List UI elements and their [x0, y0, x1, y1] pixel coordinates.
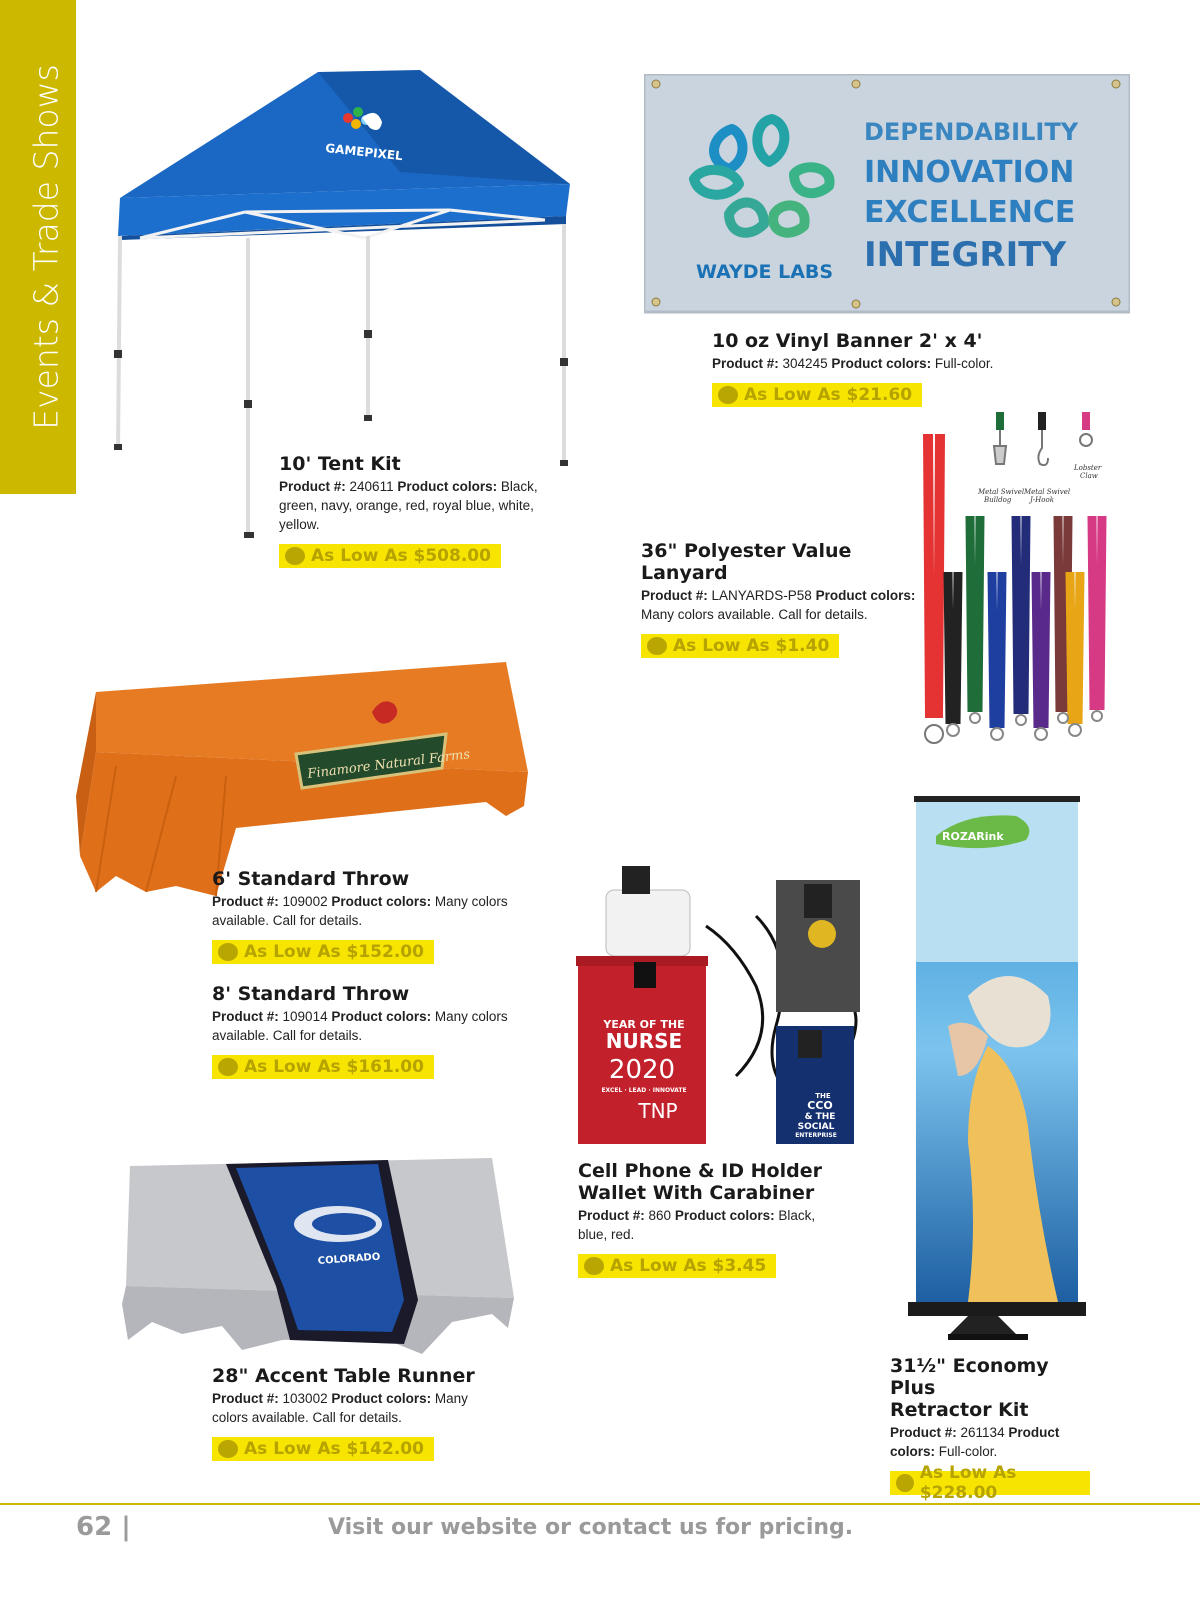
product-number: 109014: [282, 1009, 328, 1024]
product-title: Wallet With Carabiner: [578, 1182, 815, 1204]
product-title: 36" Polyester Value: [641, 540, 852, 562]
retractor-logo-text: ROZARink: [942, 830, 1004, 843]
product-title: 10' Tent Kit: [279, 453, 401, 475]
product-number: 240611: [349, 479, 394, 494]
product-number-label: Product #:: [212, 1009, 279, 1024]
banner-word: DEPENDABILITY: [864, 118, 1079, 146]
product-number-label: Product #:: [890, 1425, 957, 1440]
price-text: As Low As $142.00: [244, 1439, 424, 1459]
price-badge: [578, 1254, 776, 1278]
price-dot-icon: [218, 943, 238, 961]
runner-image: [122, 1154, 518, 1354]
section-title: Events & Trade Shows: [26, 64, 66, 430]
product-number-label: Product #:: [212, 1391, 279, 1406]
product-colors: Full-color.: [938, 1444, 998, 1459]
product-title: 31½" Economy Plus: [890, 1355, 1049, 1399]
product-number-label: Product #:: [279, 479, 346, 494]
page-number: 62 |: [76, 1512, 131, 1542]
product-colors-label: Product colors:: [890, 1425, 1060, 1459]
product-holder: [578, 1160, 828, 1280]
product-info: [890, 1423, 1090, 1461]
product-title: 28" Accent Table Runner: [212, 1365, 475, 1387]
price-badge: [212, 940, 434, 964]
price-dot-icon: [584, 1257, 604, 1275]
price-dot-icon: [218, 1058, 238, 1076]
product-info: [279, 477, 549, 534]
product-number: 109002: [282, 894, 328, 909]
price-text: As Low As $152.00: [244, 942, 424, 962]
product-title: Lanyard: [641, 562, 728, 584]
product-number-label: Product #:: [578, 1208, 645, 1223]
holder-text: NURSE: [605, 1029, 683, 1053]
price-text: As Low As $1.40: [673, 636, 830, 656]
hook-label: Bulldog: [984, 496, 1012, 504]
holder-text: EXCEL · LEAD · INNOVATE: [601, 1087, 687, 1094]
footer-text: Visit our website or contact us for pricing.: [328, 1515, 854, 1540]
product-number: 304245: [782, 356, 828, 371]
holder-text: CCO: [807, 1099, 833, 1112]
product-colors: Black, green, navy, orange, red, royal blue, white, yellow.: [279, 479, 538, 532]
holder-text: YEAR OF THE: [603, 1018, 685, 1031]
product-number: LANYARDS-P58: [711, 588, 812, 603]
price-dot-icon: [896, 1474, 914, 1492]
product-number-label: Product #:: [712, 356, 779, 371]
price-text: As Low As $161.00: [244, 1057, 424, 1077]
holder-text: SOCIAL: [797, 1122, 835, 1132]
banner-brand: WAYDE LABS: [696, 261, 834, 283]
holder-text: THE: [815, 1092, 831, 1100]
price-text: As Low As $21.60: [744, 385, 913, 405]
holder-text: & THE: [804, 1112, 836, 1122]
retractor-image: [908, 796, 1086, 1344]
product-colors-label: Product colors:: [831, 356, 932, 371]
price-dot-icon: [647, 637, 667, 655]
hook-label: J-Hook: [1030, 496, 1054, 504]
price-badge: [712, 383, 922, 407]
tent-logo-text: GAMEPIXEL: [324, 141, 404, 164]
price-dot-icon: [718, 386, 738, 404]
price-dot-icon: [218, 1440, 238, 1458]
product-number-label: Product #:: [212, 894, 279, 909]
product-info: [578, 1206, 828, 1244]
section-tab: [0, 0, 76, 494]
product-retractor: [890, 1355, 1090, 1503]
holder-text: 2020: [608, 1055, 676, 1085]
product-info: [712, 354, 1052, 373]
hook-label: Metal Swivel: [978, 488, 1025, 496]
holder-image: [576, 866, 866, 1144]
product-throw-6: [212, 868, 522, 966]
price-badge: [641, 634, 839, 658]
product-colors: Many colors available. Call for details.: [212, 894, 508, 928]
product-title: Cell Phone & ID Holder: [578, 1160, 822, 1182]
product-number: 860: [648, 1208, 672, 1223]
price-badge: [890, 1463, 1090, 1503]
product-colors: Many colors available. Call for details.: [212, 1009, 508, 1043]
holder-text: TNP: [638, 1099, 678, 1123]
product-colors-label: Product colors:: [331, 1391, 432, 1406]
product-colors-label: Product colors:: [331, 894, 432, 909]
product-title: Retractor Kit: [890, 1399, 1029, 1421]
price-badge: [212, 1437, 434, 1461]
product-colors: Full-color.: [934, 356, 994, 371]
product-banner: [712, 330, 1052, 409]
product-info: [212, 892, 522, 930]
product-number: 261134: [960, 1425, 1005, 1440]
product-colors-label: Product colors:: [397, 479, 498, 494]
product-colors-label: Product colors:: [815, 588, 916, 603]
hook-label: Lobster: [1074, 464, 1102, 472]
banner-image: [644, 74, 1130, 314]
product-lanyard: [641, 540, 919, 660]
product-throw-8: [212, 983, 522, 1081]
banner-word: EXCELLENCE: [864, 195, 1076, 230]
product-info: [641, 586, 919, 624]
product-colors: Many colors available. Call for details.: [212, 1391, 468, 1425]
hook-label: Claw: [1080, 472, 1098, 480]
product-colors-label: Product colors:: [331, 1009, 432, 1024]
product-number-label: Product #:: [641, 588, 708, 603]
product-tent: [279, 453, 549, 570]
throw-logo-text: Finamore Natural Farms: [306, 747, 471, 782]
product-info: [212, 1389, 482, 1427]
runner-logo-text: COLORADO: [317, 1251, 381, 1267]
banner-word: INNOVATION: [864, 155, 1075, 190]
price-text: As Low As $228.00: [919, 1463, 1017, 1503]
product-title: 8' Standard Throw: [212, 983, 410, 1005]
product-colors: Many colors available. Call for details.: [641, 607, 868, 622]
product-colors: Black, blue, red.: [578, 1208, 816, 1242]
product-runner: [212, 1365, 482, 1463]
product-number: 103002: [282, 1391, 328, 1406]
price-badge: [279, 544, 501, 568]
price-text: As Low As $508.00: [311, 546, 491, 566]
price-dot-icon: [285, 547, 305, 565]
price-badge: [212, 1055, 434, 1079]
product-title: 6' Standard Throw: [212, 868, 410, 890]
footer-divider: [0, 1503, 1200, 1505]
hook-label: Metal Swivel: [1024, 488, 1071, 496]
product-info: [212, 1007, 522, 1045]
holder-text: ENTERPRISE: [795, 1132, 837, 1139]
product-title: 10 oz Vinyl Banner 2' x 4': [712, 330, 983, 352]
product-colors-label: Product colors:: [674, 1208, 775, 1223]
price-text: As Low As $3.45: [610, 1256, 767, 1276]
banner-word: INTEGRITY: [864, 235, 1067, 275]
lanyard-image: [918, 412, 1136, 752]
